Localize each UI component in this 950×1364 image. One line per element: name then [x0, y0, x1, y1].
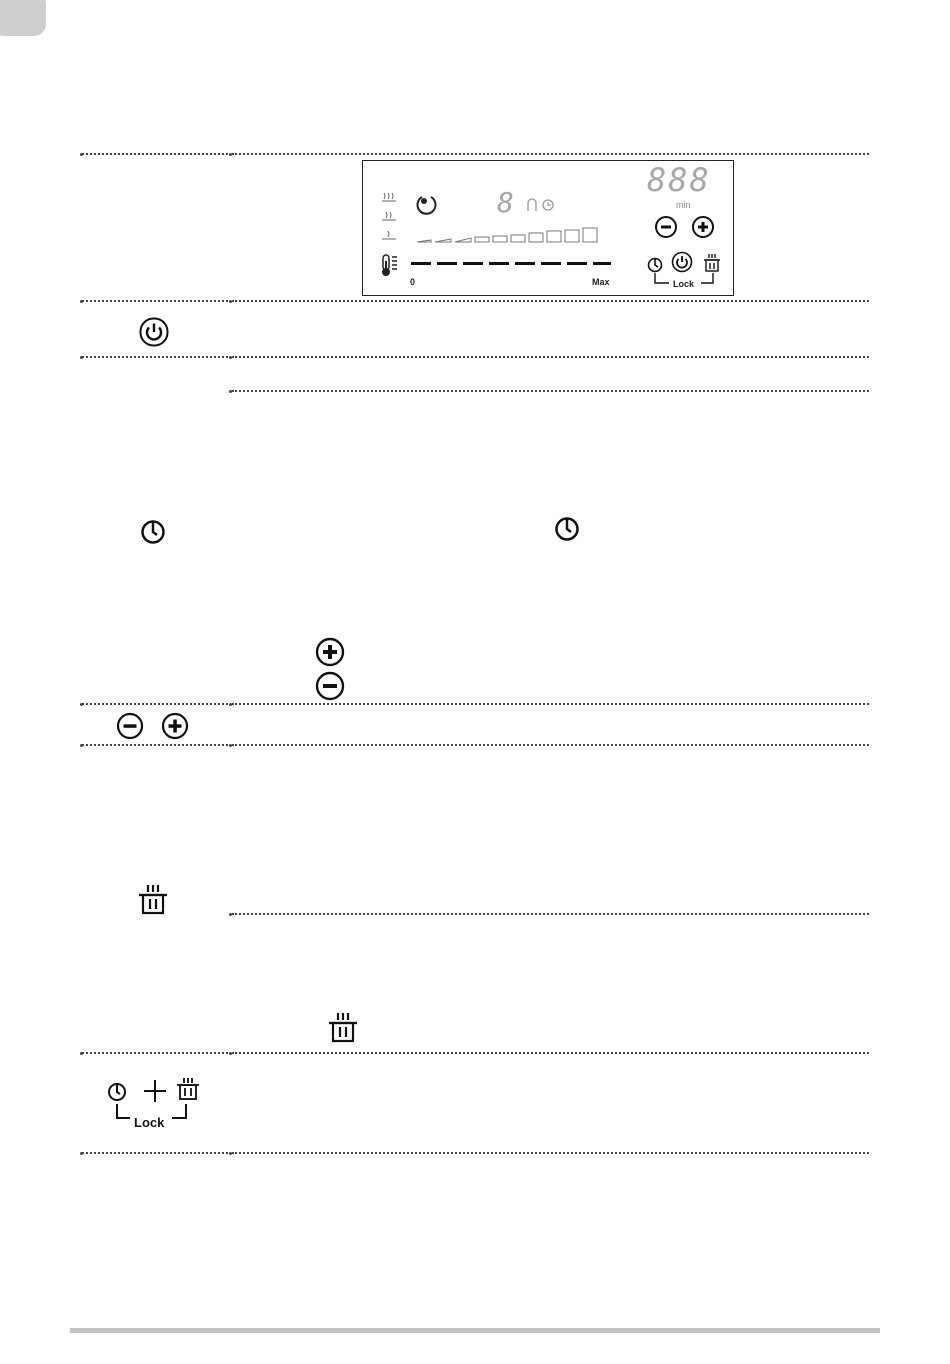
power-icon: [139, 317, 169, 347]
keep-warm-pot-icon: [327, 1012, 359, 1044]
plus-icon[interactable]: [691, 215, 715, 239]
timer-icon: [553, 514, 581, 542]
delay-clock-icon: [525, 197, 559, 213]
temperature-scale-bar: [411, 261, 611, 267]
steam-level-icons: [381, 191, 397, 243]
minus-icon[interactable]: [654, 215, 678, 239]
lock-label: Lock: [673, 279, 695, 289]
scale-end-label: Max: [592, 277, 610, 287]
power-level-bars: [417, 227, 603, 245]
timer-icon: [139, 517, 167, 545]
minus-icon: [315, 671, 345, 701]
footer-rule: [70, 1328, 880, 1333]
control-panel-diagram: [362, 160, 734, 296]
keep-warm-pot-icon[interactable]: [703, 253, 721, 273]
plus-icon: [161, 712, 189, 740]
page-corner-tab: [0, 0, 46, 36]
timer-icon[interactable]: [646, 255, 664, 273]
program-selector-icon: [415, 193, 439, 217]
power-icon[interactable]: [671, 251, 693, 273]
lock-combo-label: Lock: [134, 1115, 165, 1130]
thermometer-icon: [380, 253, 400, 277]
scale-start-label: 0: [410, 277, 416, 287]
minutes-label: min: [676, 200, 691, 210]
plus-icon: [315, 637, 345, 667]
minus-icon: [116, 712, 144, 740]
center-digit-display: 8: [497, 186, 516, 219]
time-digits-display: 888: [647, 161, 711, 199]
keep-warm-pot-icon: [137, 884, 169, 916]
